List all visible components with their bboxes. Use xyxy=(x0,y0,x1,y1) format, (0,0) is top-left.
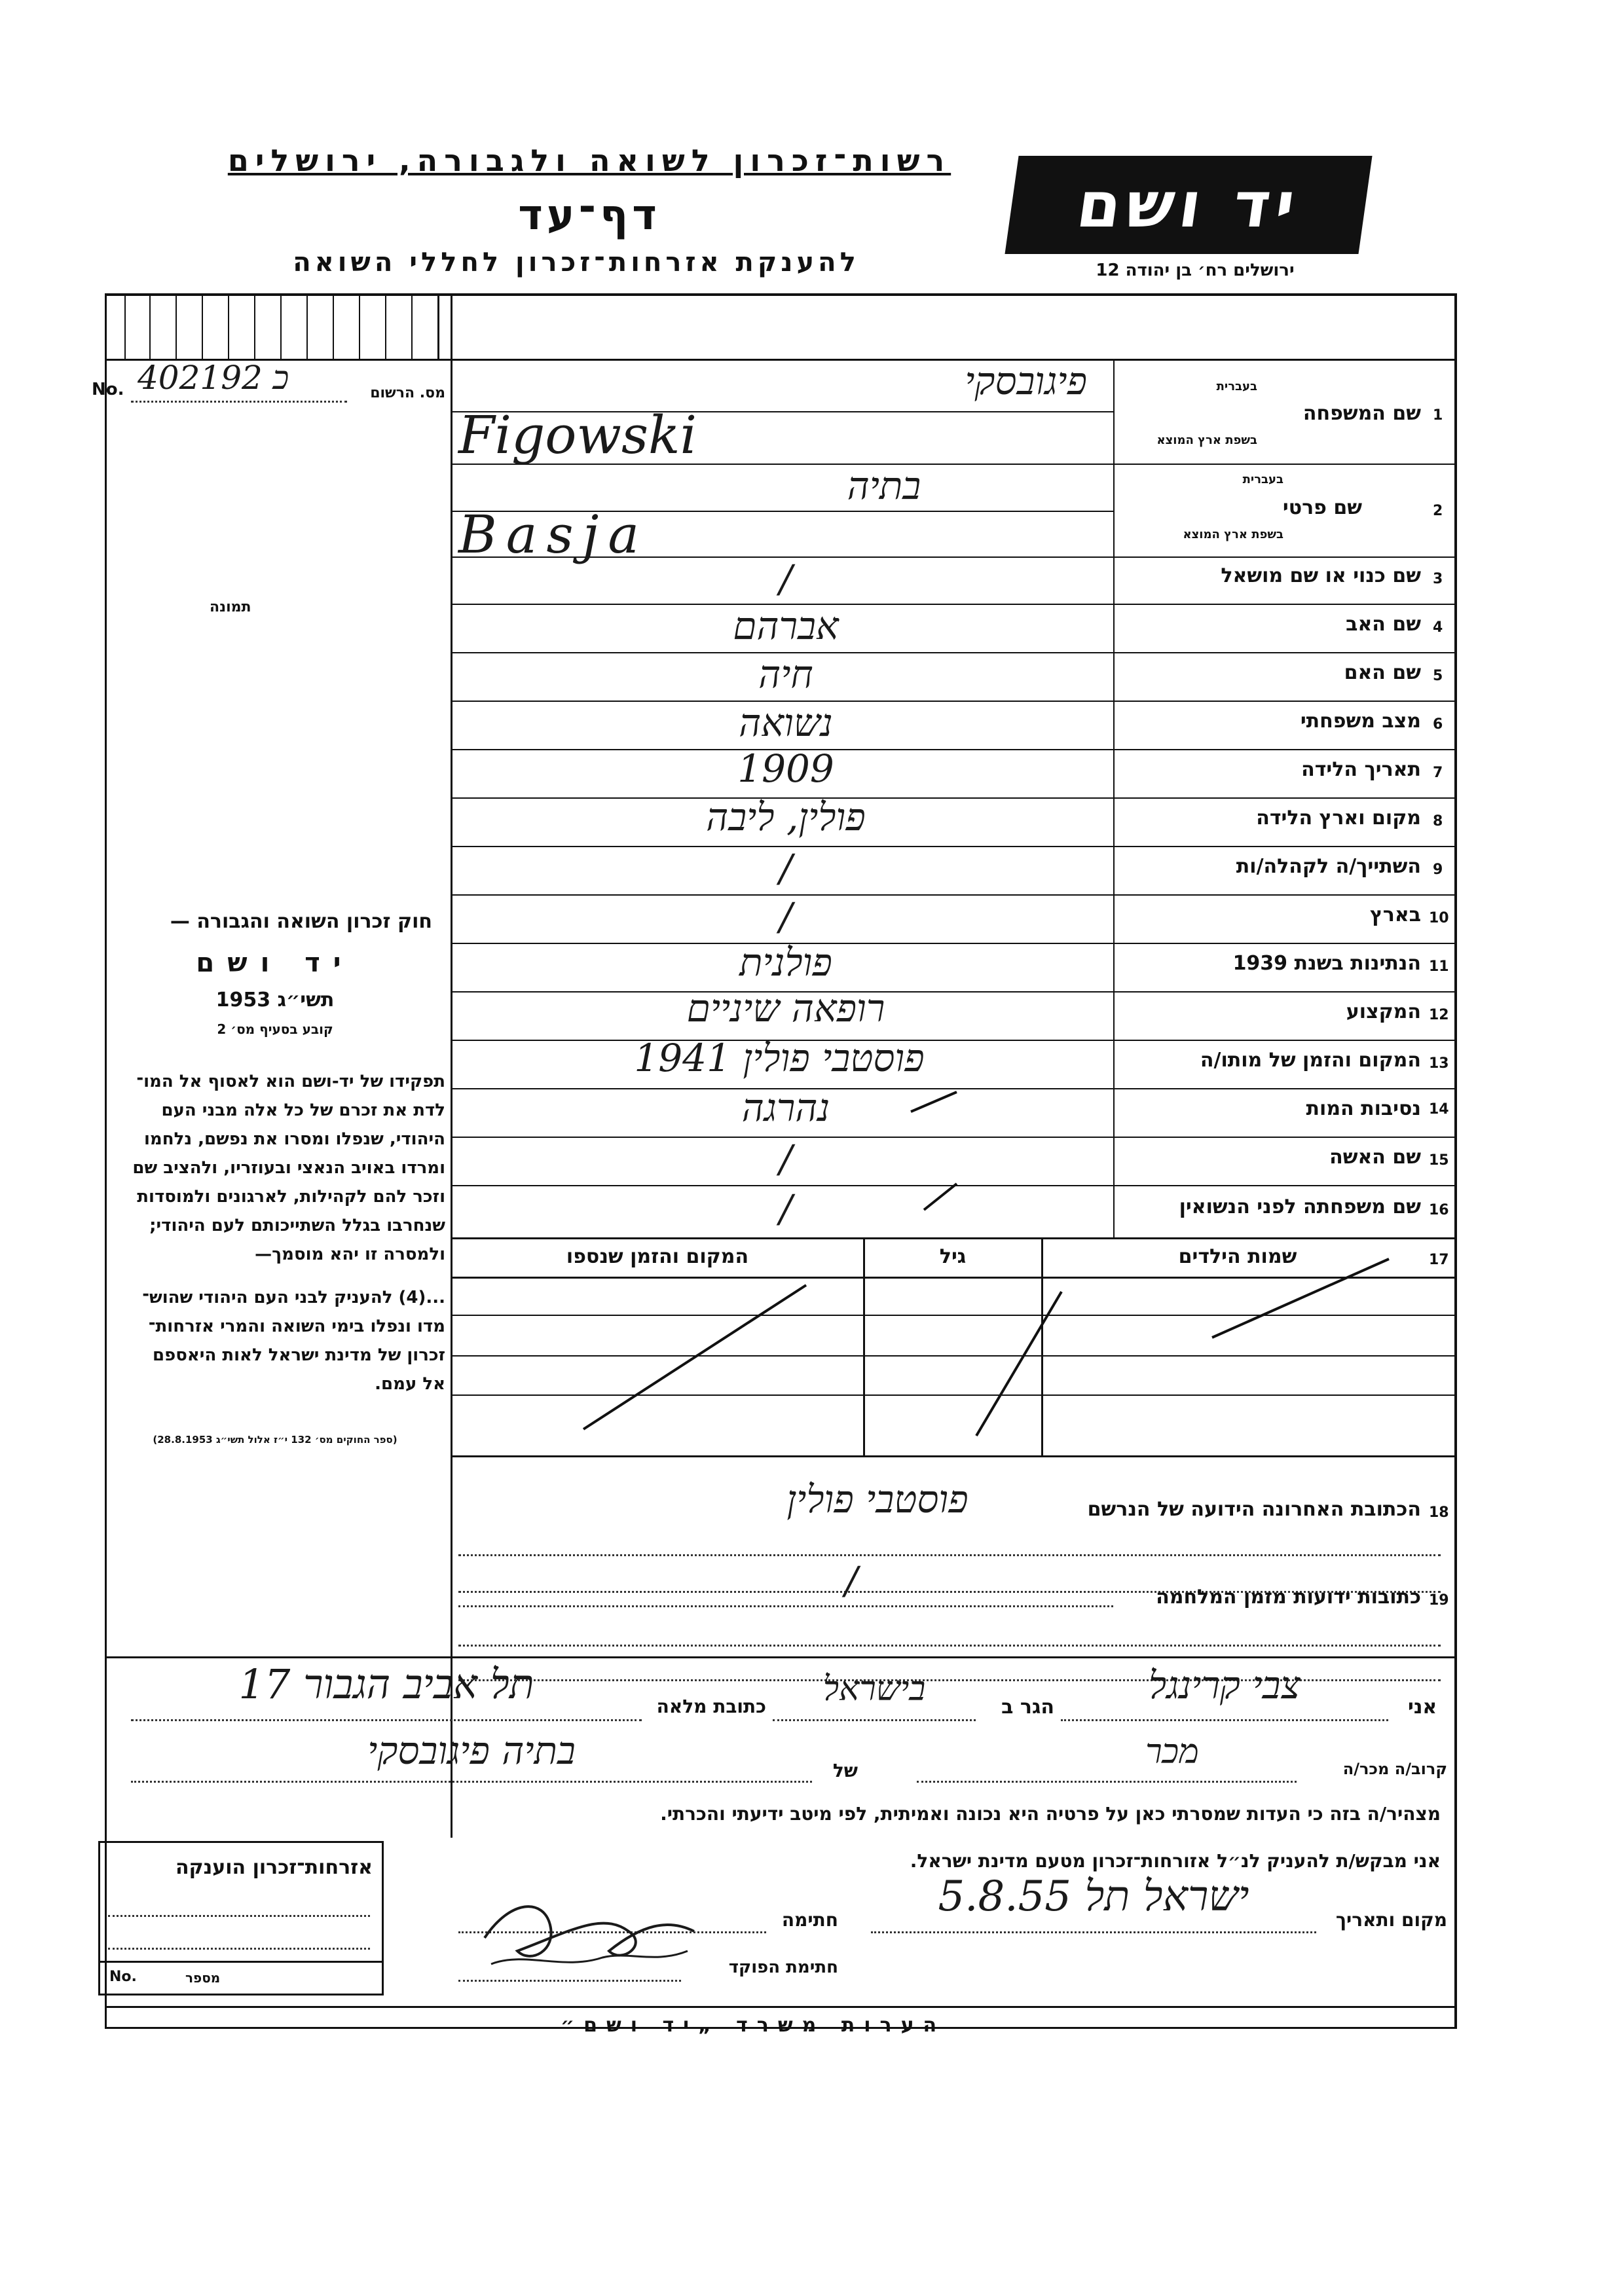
field-number: 18 xyxy=(1429,1504,1449,1521)
declarant-address: תל אביב הגבור 17 xyxy=(238,1660,534,1708)
field-label: בארץ xyxy=(1369,903,1421,926)
field-value: נשואה xyxy=(739,701,833,745)
field-label: נסיבות המות xyxy=(1306,1097,1421,1120)
declarant-name: צבי קרינגל xyxy=(1149,1663,1301,1707)
field-value: / xyxy=(779,1137,792,1181)
frame-right xyxy=(1454,293,1457,2028)
law-line: לדת את זכרם של כל אלה מבני העם xyxy=(161,1101,445,1120)
dotline xyxy=(108,1915,370,1917)
law-line: אל עמם. xyxy=(375,1374,445,1394)
dotline xyxy=(131,1719,642,1721)
field-label: הכתובת האחרונה הידועה של הנרשם xyxy=(1087,1498,1421,1521)
dotline xyxy=(458,1605,1113,1607)
law-line: ולמסרה זו יהא מוסמך— xyxy=(255,1245,445,1264)
tick xyxy=(202,296,203,359)
dotline xyxy=(871,1931,1316,1933)
field-number: 14 xyxy=(1429,1101,1449,1118)
field-value: / xyxy=(845,1558,858,1603)
field-label: המקום והזמן של מותו/ה xyxy=(1200,1049,1421,1072)
field-number: 5 xyxy=(1433,668,1443,684)
field-number: 9 xyxy=(1433,862,1443,878)
field-label: שם כנוי או שם מושאל xyxy=(1221,564,1421,587)
declaration-address-label: כתובת מלאה xyxy=(656,1696,766,1717)
field-value: פולין, ליבה xyxy=(706,795,866,839)
field-value: 1909 xyxy=(737,746,834,791)
field-value-hebrew: פיגובסקי xyxy=(965,359,1087,403)
field-value: / xyxy=(779,846,792,890)
field-number: 15 xyxy=(1429,1152,1449,1169)
field-value: / xyxy=(779,894,792,939)
field-value-native: Basja xyxy=(458,504,649,565)
law-line: וזכר להם לקהילות, לארגונים ולמוסדות xyxy=(137,1187,445,1207)
tick xyxy=(333,296,334,359)
field-sublabel: בשפת ארץ המוצא xyxy=(1183,528,1283,541)
registration-label: מס. הרשום xyxy=(370,385,445,401)
law-title: חוק זכרון השואה והגבורה — xyxy=(170,910,432,933)
field-label: שם פרטי xyxy=(1282,496,1362,519)
declaration-relation-label: קרוב/ה מכר/ה xyxy=(1342,1760,1447,1778)
field-label: המקצוע xyxy=(1346,1000,1421,1023)
photo-label: תמונה xyxy=(210,599,251,615)
logo-text: יד ושם xyxy=(1072,168,1305,242)
tick xyxy=(385,296,386,359)
tick xyxy=(280,296,282,359)
field-value: פוסטבי פולין xyxy=(786,1477,969,1522)
field-value: נהרגה xyxy=(741,1085,830,1130)
tick xyxy=(411,296,413,359)
field-label: שם האשה xyxy=(1329,1146,1421,1169)
field-sublabel: בעברית xyxy=(1216,380,1257,393)
field-value: חיה xyxy=(758,652,813,697)
field-label: שם האם xyxy=(1344,661,1421,684)
declaration-of-value: בתיה פיגובסקי xyxy=(367,1728,576,1773)
tick xyxy=(175,296,177,359)
declarant-relation: מכר xyxy=(1145,1732,1199,1772)
law-clause: קובע בסעיף מס׳ 2 xyxy=(217,1021,333,1037)
field-number: 19 xyxy=(1429,1592,1449,1609)
field-number: 10 xyxy=(1429,910,1449,926)
grant-box-number-label: מספר xyxy=(185,1970,221,1986)
declaration-ani: אני xyxy=(1408,1696,1437,1719)
declaration-gar-label: הגר ב xyxy=(1001,1696,1054,1719)
form-title: דף־עד xyxy=(518,191,661,240)
field-strike-marks xyxy=(452,359,1114,1243)
grant-box-no-prefix: No. xyxy=(109,1969,137,1985)
tick xyxy=(228,296,229,359)
dotline xyxy=(458,1554,1441,1556)
dotline xyxy=(458,1645,1441,1647)
field-label: מקום וארץ הלידה xyxy=(1256,807,1421,829)
children-col-age: גיל xyxy=(939,1245,967,1268)
notes-rule xyxy=(105,2006,1457,2008)
registration-dotline xyxy=(131,401,347,403)
registration-number: 402192 כ xyxy=(138,359,289,397)
dotline xyxy=(108,1948,370,1950)
field-sublabel: בשפת ארץ המוצא xyxy=(1156,433,1257,447)
declaration-statement: מצהיר/ה בזה כי העדות שמסרתי כאן על פרטיה היא נכונה ואמיתית, לפי מיטב ידיעתי והכרתי. xyxy=(660,1803,1441,1825)
law-line: היהודי, שנפלו ומסרו את נפשם, נלחמו xyxy=(143,1129,445,1149)
declarant-residence: בישראל xyxy=(822,1669,926,1709)
field-number: 4 xyxy=(1433,619,1443,636)
children-strike-marks xyxy=(452,1239,1457,1455)
declaration-top-rule xyxy=(105,1656,1457,1658)
grant-box xyxy=(98,1841,384,1995)
field-label: הנתינות בשנת 1939 xyxy=(1232,952,1421,975)
declaration-of-label: של xyxy=(832,1760,858,1781)
field-value: / xyxy=(779,556,792,601)
header-address: ירושלים רח׳ בן יהודה 12 xyxy=(1096,261,1295,280)
field-value: פוסטבי פולין 1941 xyxy=(634,1036,925,1080)
field-number: 16 xyxy=(1429,1202,1449,1218)
law-name: יד ושם xyxy=(196,948,354,978)
field-number: 8 xyxy=(1433,813,1443,829)
law-year: תשי״ג 1953 xyxy=(215,989,335,1011)
field-number: 7 xyxy=(1433,765,1443,781)
grant-box-rule xyxy=(100,1961,382,1963)
field-label: מצב משפחתי xyxy=(1300,710,1421,733)
field-label: שם המשפחה xyxy=(1302,402,1421,425)
field-number: 13 xyxy=(1429,1055,1449,1072)
declaration-request: אני מבקש/ת להעניק לנ״ל אזורחות־זכרון מטעם מדינת ישראל. xyxy=(910,1850,1441,1872)
field-number: 1 xyxy=(1433,407,1443,424)
tick xyxy=(254,296,255,359)
field-label: שם משפחתה לפני הנשואין xyxy=(1179,1195,1421,1218)
field-value: רופאה שיניים xyxy=(686,986,885,1030)
field-value-hebrew: בתיה xyxy=(847,464,921,508)
place-date-label: מקום ותאריך xyxy=(1335,1909,1447,1931)
notes-title: הערות משרד „יד ושם״ xyxy=(560,2014,946,2037)
tick xyxy=(149,296,151,359)
law-line: זכרון של מדינת ישראל לאות היאספם xyxy=(153,1345,445,1365)
law-line: ...(4) להעניק לבני העם היהודי שהוש־ xyxy=(142,1288,445,1307)
field-value: פולנית xyxy=(739,940,832,985)
field-number: 3 xyxy=(1433,571,1443,587)
field-number: 11 xyxy=(1429,958,1449,975)
tick xyxy=(359,296,360,359)
field-sublabel: בעברית xyxy=(1242,473,1283,486)
dotline xyxy=(1061,1719,1388,1721)
dotline xyxy=(917,1781,1297,1783)
form-subtitle: להענקת אזרחות־זכרון לחללי השואה xyxy=(293,247,860,278)
children-col-names: שמות הילדים xyxy=(1178,1245,1297,1268)
law-line: תפקידו של יד-ושם הוא לאסוף אל המו־ xyxy=(136,1072,445,1091)
field-value-native: Figowski xyxy=(458,405,697,465)
field-label: השתייך/ה לקהלה/ות xyxy=(1236,855,1421,878)
grant-box-title: אזרחות־זכרון הוענקה xyxy=(175,1856,373,1879)
signature-label: חתימה xyxy=(781,1909,838,1931)
children-col-place-time: המקום והזמן שנספו xyxy=(566,1245,749,1268)
yad-vashem-logo xyxy=(1005,156,1372,254)
field-number: 17 xyxy=(1429,1252,1449,1268)
children-bottom-rule xyxy=(452,1455,1457,1457)
field-label: תאריך הלידה xyxy=(1301,758,1421,781)
field-number: 12 xyxy=(1429,1007,1449,1023)
field-label: שם האב xyxy=(1346,613,1421,636)
dotline xyxy=(131,1781,812,1783)
tick xyxy=(437,296,439,359)
field-label: כתובות ידועות מזמן המלחמה xyxy=(1156,1586,1421,1609)
official-signature-label: חתימת הפוקד xyxy=(728,1958,838,1977)
law-line: ומרדו באויב הנאצי ובעוזריו, ולהציב שם xyxy=(132,1158,445,1178)
declarant-signature xyxy=(471,1886,707,1984)
tick xyxy=(124,296,126,359)
organization-line: רשות־זכרון לשואה ולגבורה, ירושלים xyxy=(227,143,951,178)
field-value: אברהם xyxy=(733,604,839,648)
dotline xyxy=(773,1719,976,1721)
field-number: 6 xyxy=(1433,716,1443,733)
tick xyxy=(306,296,308,359)
field-value: / xyxy=(779,1186,792,1231)
law-citation: (ספר החוקים מס׳ 132 י״ז אלול תשי״ג 28.8.1953) xyxy=(153,1434,397,1446)
field-number: 2 xyxy=(1433,503,1443,519)
registration-no-prefix: No. xyxy=(92,380,124,399)
law-line: מדו ונפלו בימי השואה והמרי אזרחות־ xyxy=(148,1317,445,1336)
law-line: שנחרבו בגלל השתייכותם לעם היהודי; xyxy=(149,1216,445,1235)
place-date-value: ישראל תל 5.8.55 xyxy=(938,1872,1249,1921)
